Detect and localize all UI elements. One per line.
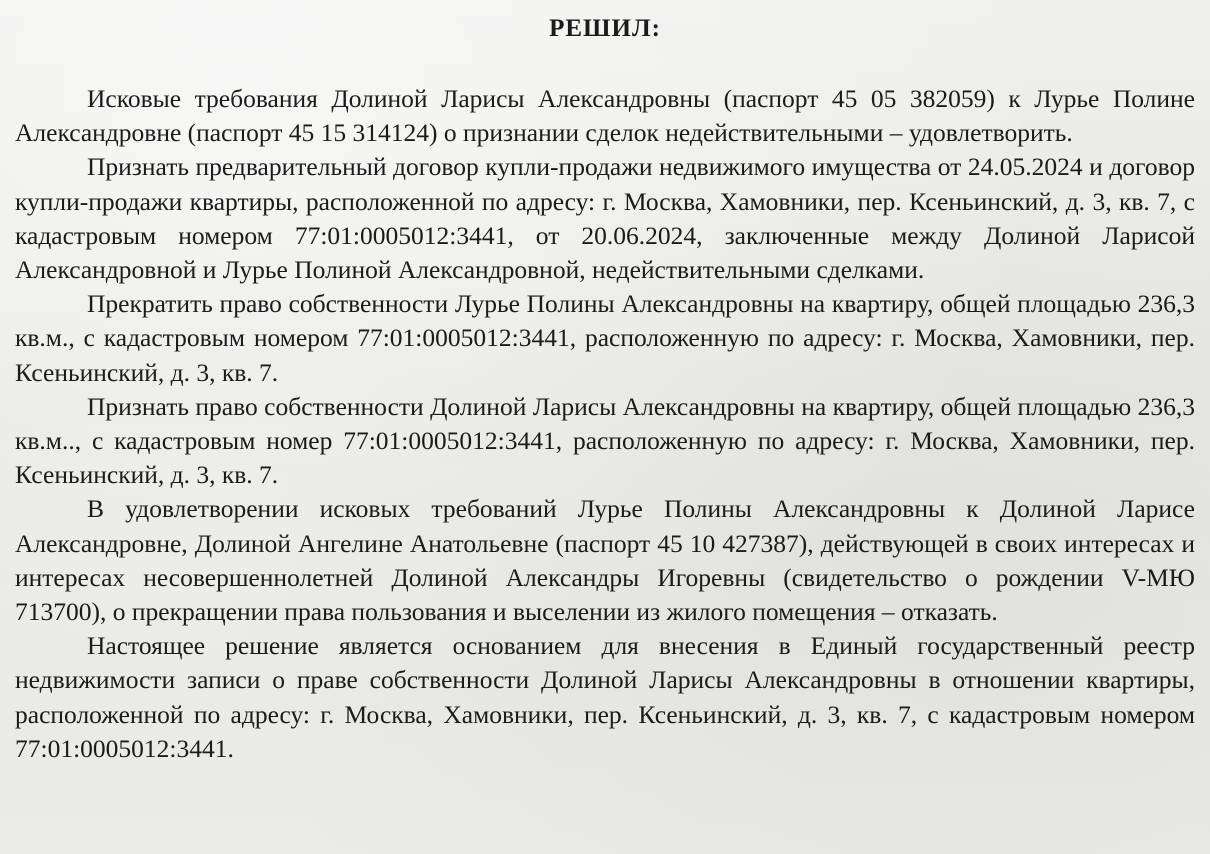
decision-body [15, 82, 1195, 766]
paragraph-contracts-invalid: Признать предварительный договор купли-продажи недвижимого имущества от 24.05.2024 и договор купли-продажи квартиры, расположенной по адресу: г. Москва, Хамовники, пер. Ксеньинский, д. 3, кв. 7, с кадастровым номером 77:01:0005012:3441, от 20.06.2024, заключенные между Долиной Ларисой Александровной и Лурье Полиной Александровной, недействительными сделками. [15, 152, 1195, 285]
paragraph-registry-basis: Настоящее решение является основанием для внесения в Единый государственный реестр недвижимости записи о праве собственности Долиной Ларисы Александровны в отношении квартиры, расположенной по адресу: г. Москва, Хамовники, пер. Ксеньинский, д. 3, кв. 7, с кадастровым номером 77:01:0005012:3441. [15, 631, 1195, 763]
paragraph-terminate-ownership: Прекратить право собственности Лурье Полины Александровны на квартиру, общей площадью 236,3 кв.м., с кадастровым номером 77:01:0005012:3441, расположенную по адресу: г. Москва, Хамовники, пер. Ксеньинский, д. 3, кв. 7. [15, 289, 1195, 387]
paragraph-claim-satisfied: Исковые требования Долиной Ларисы Александровны (паспорт 45 05 382059) к Лурье Полине Александровне (паспорт 45 15 314124) о признании сделок недействительными – удовлетворить. [15, 84, 1195, 148]
paragraph-counterclaim-denied: В удовлетворении исковых требований Лурье Полины Александровны к Долиной Ларисе Александровне, Долиной Ангелине Анатольевне (паспорт 45 10 427387), действующей в своих интересах и интересах несовершеннолетней Долиной Александры Игоревны (свидетельство о рождении V-МЮ 713700), о прекращении права пользования и выселении из жилого помещения – отказать. [15, 494, 1195, 627]
decision-heading: РЕШИЛ: [549, 15, 661, 42]
paragraph-recognize-ownership: Признать право собственности Долиной Ларисы Александровны на квартиру, общей площадью 236,3 кв.м.., с кадастровым номер 77:01:0005012:3441, расположенную по адресу: г. Москва, Хамовники, пер. Ксеньинский, д. 3, кв. 7. [15, 391, 1195, 490]
